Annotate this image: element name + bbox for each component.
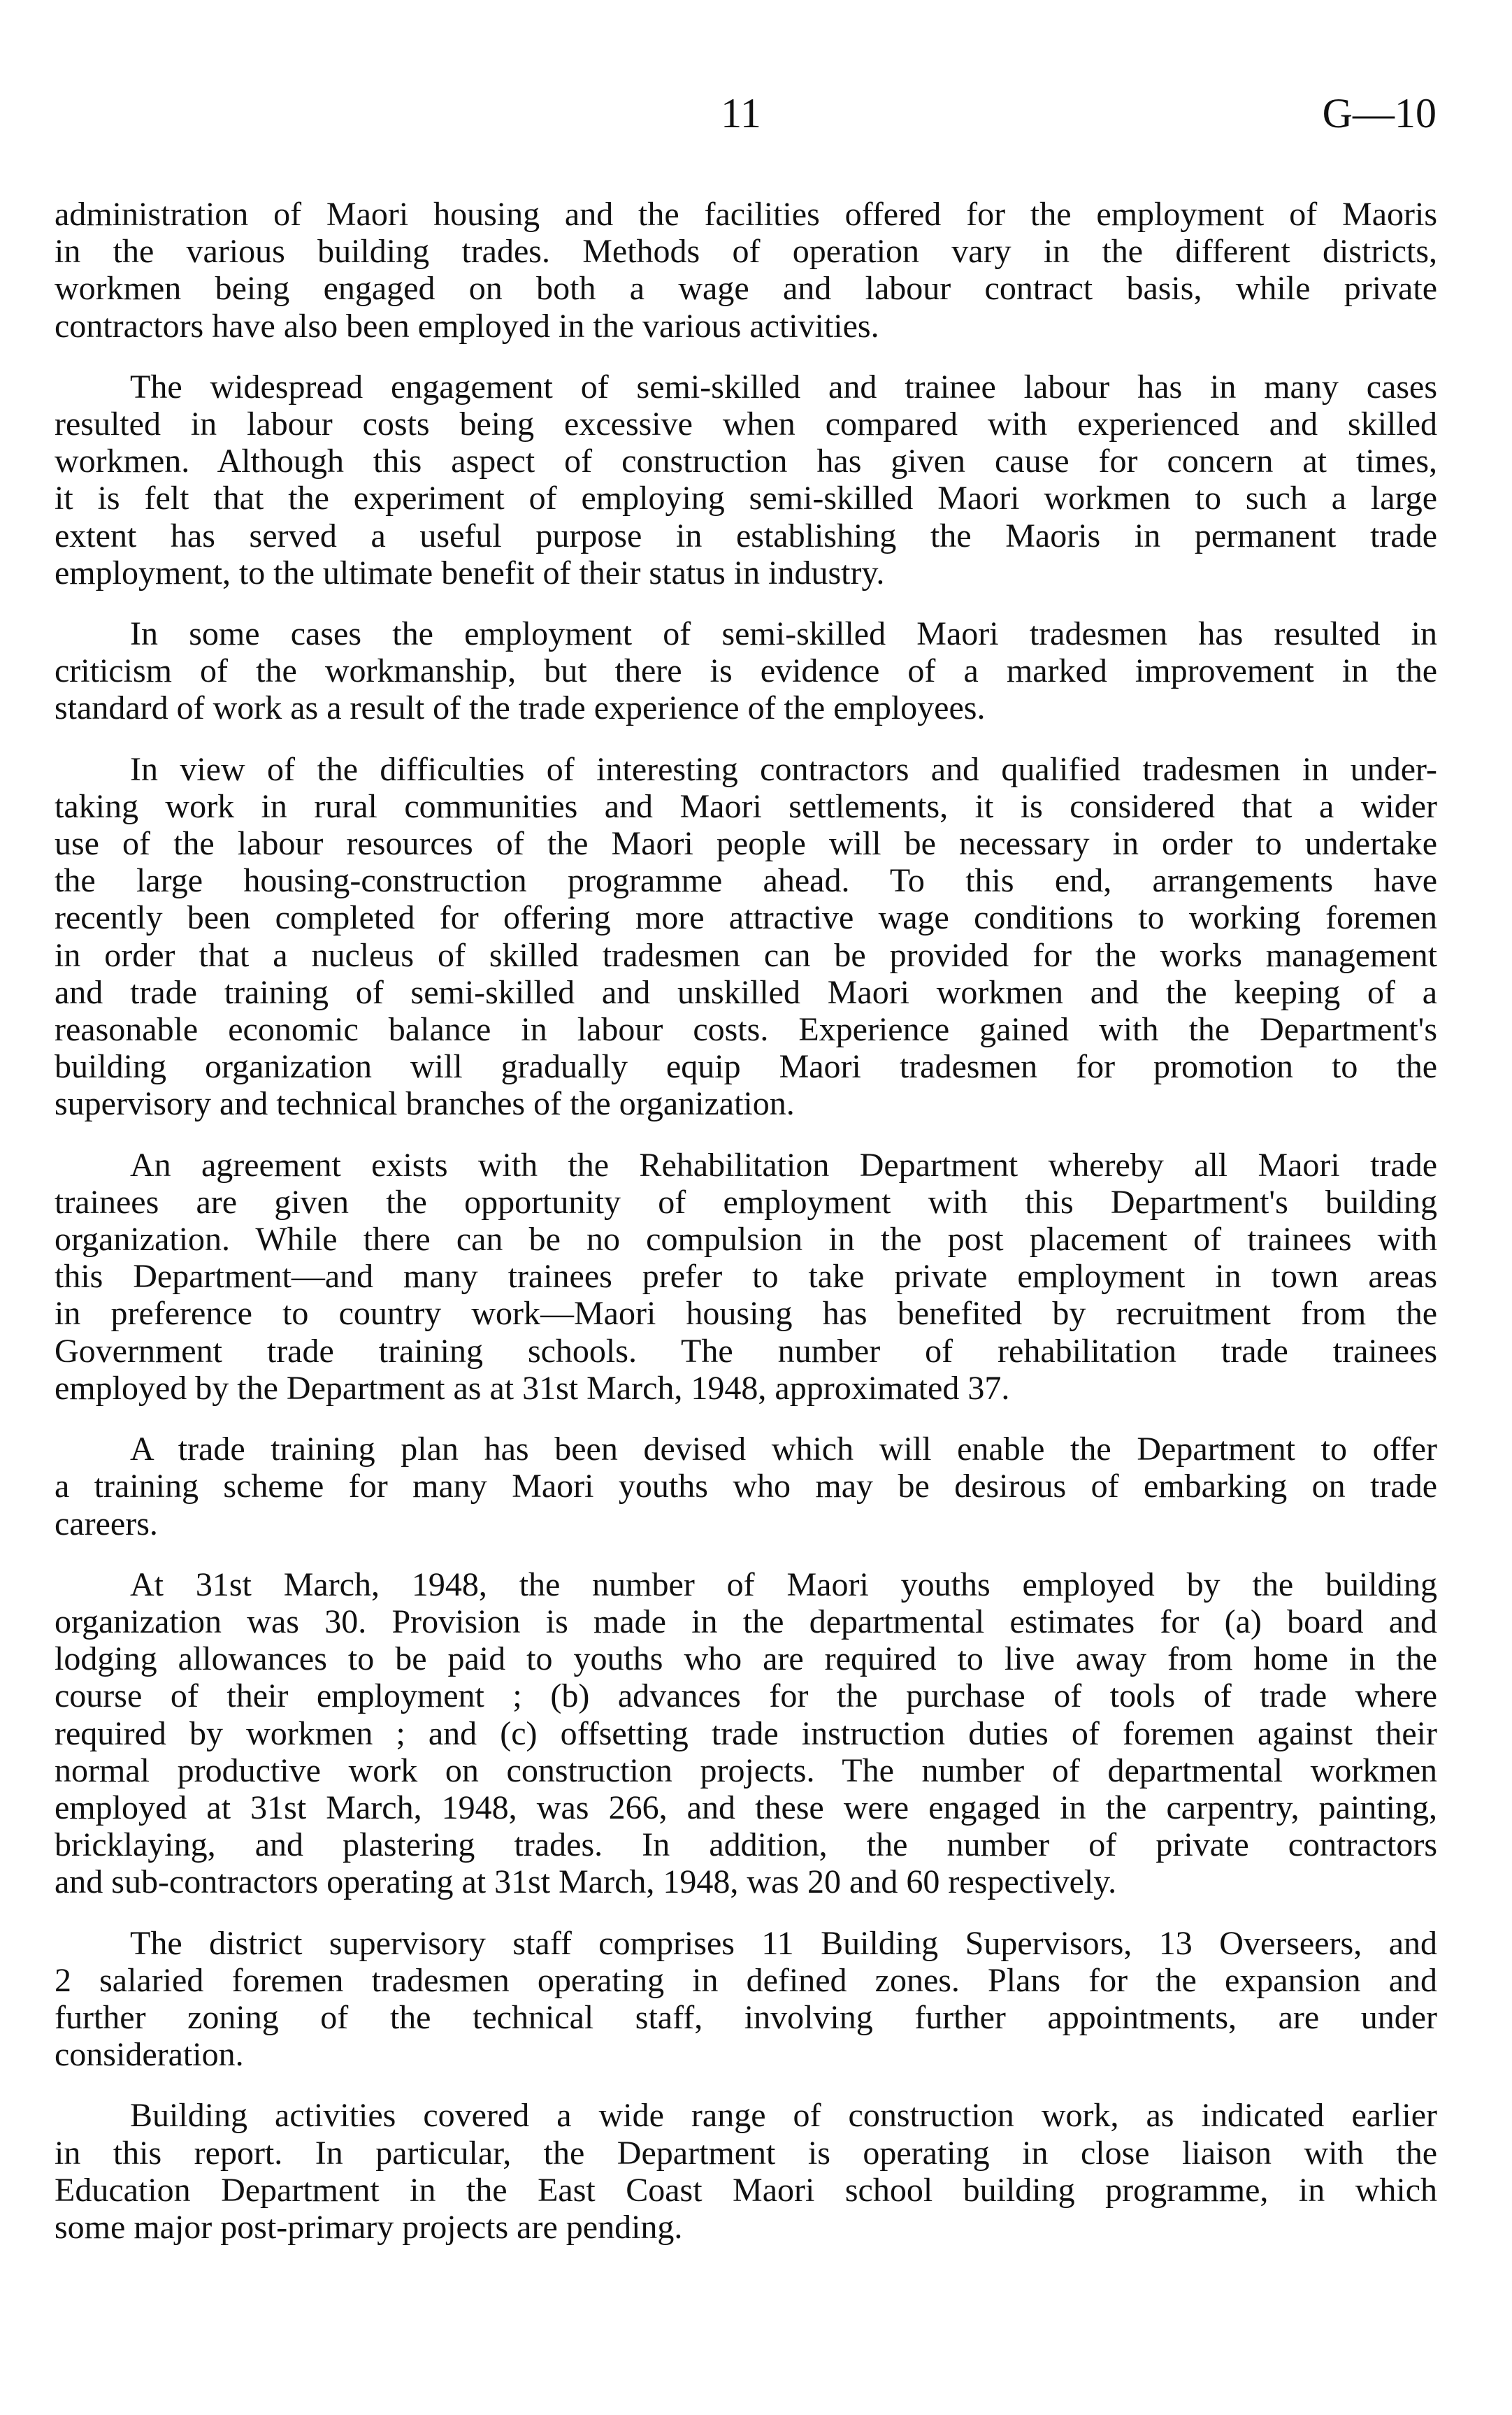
text-line: in the various building trades. Methods of operation vary in the different districts, xyxy=(55,233,1437,271)
text-line: Building activities covered a wide range of construction work, as indicated earlier xyxy=(130,2097,1437,2135)
text-line: recently been completed for offering more attractive wage conditions to working foremen xyxy=(55,899,1437,937)
text-line: A trade training plan has been devised which will enable the Department to offer xyxy=(130,1431,1437,1468)
page-number: 11 xyxy=(721,90,761,136)
paragraph xyxy=(55,615,1437,727)
text-line: criticism of the workmanship, but there is evidence of a marked improvement in the xyxy=(55,652,1437,690)
text-line: administration of Maori housing and the facilities offered for the employment of Maoris xyxy=(55,196,1437,233)
paragraph xyxy=(55,196,1437,345)
text-line: this Department—and many trainees prefer to take private employment in town areas xyxy=(55,1258,1437,1296)
text-line: standard of work as a result of the trade experience of the employees. xyxy=(55,689,986,727)
text-line: course of their employment ; (b) advances for the purchase of tools of trade where xyxy=(55,1677,1437,1715)
text-line: 2 salaried foremen tradesmen operating in defined zones. Plans for the expansion and xyxy=(55,1961,1437,1999)
text-line: building organization will gradually equip Maori tradesmen for promotion to the xyxy=(55,1048,1437,1086)
text-line: In some cases the employment of semi-skilled Maori tradesmen has resulted in xyxy=(130,615,1437,653)
text-line: further zoning of the technical staff, involving further appointments, are under xyxy=(55,1998,1437,2036)
text-line: trainees are given the opportunity of employment with this Department's building xyxy=(55,1183,1437,1221)
text-line: Education Department in the East Coast Maori school building programme, in which xyxy=(55,2171,1437,2209)
text-line: required by workmen ; and (c) offsetting trade instruction duties of foremen against their xyxy=(55,1714,1437,1752)
paragraph xyxy=(55,2097,1437,2246)
text-line: in this report. In particular, the Department is operating in close liaison with the xyxy=(55,2134,1437,2172)
paragraph xyxy=(55,751,1437,1123)
text-line: An agreement exists with the Rehabilitation Department whereby all Maori trade xyxy=(130,1146,1437,1184)
paragraph xyxy=(55,1147,1437,1407)
paragraph xyxy=(55,1925,1437,2074)
text-line: and trade training of semi-skilled and unskilled Maori workmen and the keeping of a xyxy=(55,973,1437,1011)
text-line: contractors have also been employed in the various activities. xyxy=(55,307,879,345)
text-line: workmen. Although this aspect of construction has given cause for concern at times, xyxy=(55,443,1437,480)
text-line: use of the labour resources of the Maori people will be necessary in order to undertake xyxy=(55,825,1437,863)
text-line: in preference to country work—Maori housing has benefited by recruitment from the xyxy=(55,1295,1437,1333)
text-line: it is felt that the experiment of employing semi-skilled Maori workmen to such a large xyxy=(55,480,1437,517)
text-line: organization was 30. Provision is made in the departmental estimates for (a) board and xyxy=(55,1603,1437,1640)
paragraph xyxy=(55,1431,1437,1542)
text-line: careers. xyxy=(55,1505,158,1542)
text-line: extent has served a useful purpose in establishing the Maoris in permanent trade xyxy=(55,517,1437,554)
text-line: Government trade training schools. The number of rehabilitation trade trainees xyxy=(55,1332,1437,1370)
text-line: reasonable economic balance in labour costs. Experience gained with the Department's xyxy=(55,1011,1437,1049)
text-line: the large housing-construction programme ahead. To this end, arrangements have xyxy=(55,862,1437,900)
text-line: workmen being engaged on both a wage and labour contract basis, while private xyxy=(55,270,1437,308)
text-line: and sub-contractors operating at 31st March, 1948, was 20 and 60 respectively. xyxy=(55,1863,1117,1901)
text-line: resulted in labour costs being excessive when compared with experienced and skilled xyxy=(55,406,1437,443)
text-line: bricklaying, and plastering trades. In addition, the number of private contractors xyxy=(55,1826,1437,1864)
text-line: The widespread engagement of semi-skilled and trainee labour has in many cases xyxy=(130,368,1437,406)
text-line: In view of the difficulties of interesting contractors and qualified tradesmen in under- xyxy=(130,750,1437,788)
text-line: in order that a nucleus of skilled tradesmen can be provided for the works management xyxy=(55,936,1437,974)
text-line: employed at 31st March, 1948, was 266, and these were engaged in the carpentry, painting, xyxy=(55,1789,1437,1826)
text-line: The district supervisory staff comprises 11 Building Supervisors, 13 Overseers, and xyxy=(130,1924,1437,1962)
text-line: some major post-primary projects are pending. xyxy=(55,2208,683,2246)
body-text xyxy=(55,196,1437,2270)
paragraph xyxy=(55,368,1437,592)
text-line: a training scheme for many Maori youths who may be desirous of embarking on trade xyxy=(55,1468,1437,1505)
text-line: normal productive work on construction projects. The number of departmental workmen xyxy=(55,1751,1437,1789)
text-line: At 31st March, 1948, the number of Maori youths employed by the building xyxy=(130,1565,1437,1603)
text-line: employment, to the ultimate benefit of their status in industry. xyxy=(55,554,885,592)
text-line: supervisory and technical branches of the organization. xyxy=(55,1085,795,1123)
text-line: consideration. xyxy=(55,2036,244,2074)
text-line: lodging allowances to be paid to youths who are required to live away from home in the xyxy=(55,1640,1437,1678)
paragraph xyxy=(55,1566,1437,1901)
text-line: taking work in rural communities and Maori settlements, it is considered that a wider xyxy=(55,787,1437,825)
document-reference: G—10 xyxy=(1322,90,1437,136)
text-line: employed by the Department as at 31st March, 1948, approximated 37. xyxy=(55,1369,1010,1407)
text-line: organization. While there can be no compulsion in the post placement of trainees with xyxy=(55,1221,1437,1259)
